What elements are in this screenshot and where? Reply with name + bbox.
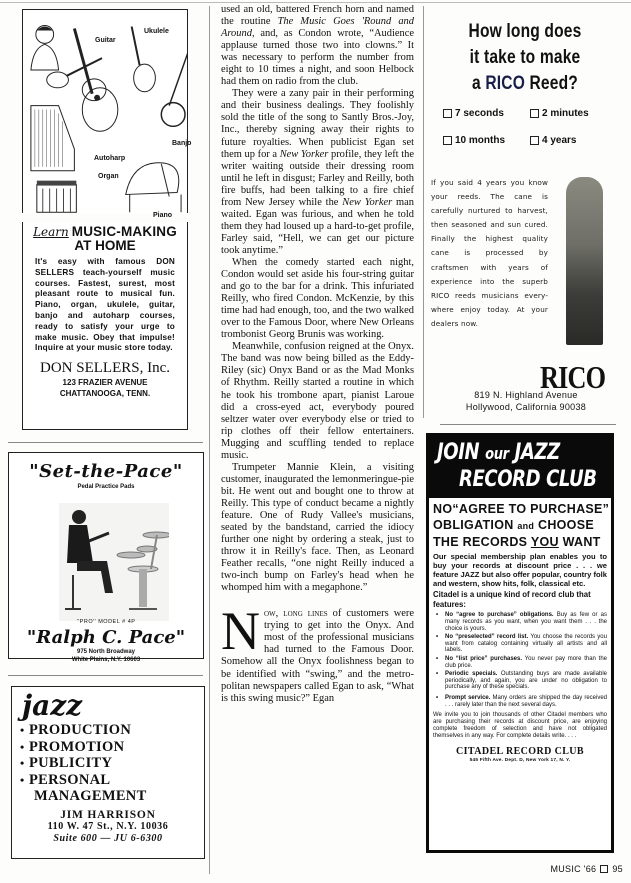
feature-item: • Periodic specials. Outstanding buys are made available periodically, and again, you are under no obligation to purchase any of these specials. [433, 671, 607, 691]
page-top-rule [0, 2, 631, 3]
pace-address-line1: 975 North Broadway [76, 649, 136, 655]
divider [440, 424, 616, 425]
checkbox-icon[interactable] [443, 136, 452, 145]
article-paragraph: When the comedy started each night, Condon would set aside his four-string guitar and go to the bar for a drink. This infuriated Reilly, who fired Condon. McKenzie, by this time had had enough, too, and the two walked over to the Famous Door, where New Orleans trombonist Georg Brunis was working. [221, 256, 414, 341]
pace-model: ''PRO'' MODEL # 4P [76, 619, 136, 625]
label-banjo: Banjo [172, 140, 192, 147]
article-paragraph: They were a zany pair in their performing and their business dealings. They foolishly sold the title of the song to Santly Bros.-Joy, Inc., thereby signing away their rights to future royalties. When publicist Egan set them up for a New Yorker profile, they left the writer waiting outside their dressing room until he left in disgust; Farley and Reilly, both fire buffs, had been talking to a fire chief from New Jersey while the New Yorker man waited. Egan was furious, and when he told them they had loused up a hard-to-get profile, Farley said, “Hell, we can get our picture took anytime.” [221, 88, 414, 256]
citadel-intro2: Citadel is a unique kind of record club that features: [433, 590, 591, 609]
label-organ: Organ [98, 173, 119, 180]
square-box-icon [600, 865, 608, 873]
pace-address-line2: White Plains, N.Y. 10603 [71, 656, 141, 663]
service-item: • PRODUCTION [20, 722, 132, 738]
sellers-company: DON SELLERS, Inc. [40, 360, 170, 377]
option-4-years[interactable]: 4 years [530, 135, 576, 146]
services-list [20, 722, 204, 805]
headline-line1: MUSIC-MAKING [71, 224, 177, 239]
rico-body: If you said 4 years you know your reeds. The cane is carefully nurtured to harvest, then seasoned and sun cured. Finally the highest quality cane is processed by craftsmen with years of experience into the superb RICO reeds musicians everywhere enjoy today. At your dealers now. [431, 178, 548, 328]
service-item: • PERSONAL MANAGEMENT [20, 771, 147, 804]
article-section-start: Now, long lines of customers were trying to get into the Onyx. And most of the professional musicians had turned to the Famous Door. Somehow all the Onyx foolishness began to be identified with “swing,” and the metropolitan newspapers called Egan to ask, “What is this swing music?” Egan [221, 601, 414, 704]
article-paragraph: used an old, battered French horn and named the routine The Music Goes 'Round and Around, and, as Condon wrote, “Audience applause turned those two into clowns.” It was necessary to perform the number from eight to 10 times a night, and soon Helbock had them on radio from the club. [221, 4, 414, 88]
service-item: • PUBLICITY [20, 755, 113, 771]
label-piano: Piano [153, 212, 173, 219]
service-item: • PROMOTION [20, 738, 125, 755]
pace-title: "Set-the-Pace" [29, 461, 183, 482]
option-2-minutes[interactable]: 2 minutes [530, 108, 589, 119]
rico-headline: How long does it take to make a RICO Reed? [468, 21, 582, 94]
sellers-body: It's easy with famous DON SELLERS teach-yourself music courses. Fastest, surest, most pleasant route to musical fun. Piano, organ, ukulele, guitar, banjo and autoharp courses, ready to satisfy your urge to make music. Obey that impulse! Inquire at your music store today. [35, 257, 175, 353]
checkbox-icon[interactable] [530, 109, 539, 118]
citadel-address: 545 Fifth Ave. Dept. D, New York 17, N. Y. [469, 758, 571, 764]
checkbox-icon[interactable] [530, 136, 539, 145]
citadel-name: CITADEL RECORD CLUB [456, 746, 584, 758]
citadel-intro: Our special membership plan enables you to buy your records at discount price . . . we feature JAZZ but also offer popular, country folk and western, show hits, folk, classical etc. [433, 552, 607, 588]
page-number: 95 [612, 864, 623, 874]
label-ukulele: Ukulele [144, 28, 169, 35]
harrison-name: JIM HARRISON [60, 808, 156, 821]
label-guitar: Guitar [95, 37, 116, 44]
feature-item: • No “list price” purchases. You never pay more than the club price. [433, 656, 607, 670]
divider [8, 442, 203, 443]
column-rule-left [209, 6, 210, 874]
reed-photo [566, 177, 603, 345]
divider [8, 675, 203, 676]
harrison-ad [11, 686, 205, 859]
pace-name: "Ralph C. Pace" [26, 627, 186, 648]
headline-script: Learn [33, 225, 69, 239]
feature-item: • Prompt service. Many orders are shipped the day received . . . rarely later than the next several days. [433, 695, 607, 709]
sellers-headline [23, 224, 187, 239]
sellers-ad-text [22, 222, 188, 430]
headline-line2: AT HOME [74, 238, 136, 253]
jazz-title: jazz [22, 689, 83, 722]
harrison-address: 110 W. 47 St., N.Y. 10036 [47, 820, 169, 832]
checkbox-icon[interactable] [443, 109, 452, 118]
sellers-address-line1: 123 FRAZIER AVENUE [62, 378, 148, 388]
pace-ad [8, 452, 204, 663]
pace-subtitle: Pedal Practice Pads [77, 484, 135, 490]
label-autoharp: Autoharp [94, 155, 126, 162]
citadel-banner: JOIN our JAZZ RECORD CLUB [429, 436, 611, 498]
sellers-ad-illustration [22, 9, 192, 219]
article-paragraph: Trumpeter Mannie Klein, a visiting customer, inaugurated the lemonmeringue-pie bit. He went out and bought one to throw at Reilly. This type of conduct became a nightly feature. One of Rudy Vallee's musicians, seated by the bandstand, carried the idiocy further one night by ordering a steak, just to throw it in Reilly's face. Then, as Leonard Feather recalls, “one night Reilly induced a two-inch bump on Farley's head when he whomped him with a megaphone.” [221, 461, 414, 594]
citadel-features [429, 609, 611, 709]
page-footer [550, 864, 623, 874]
citadel-closing: We invite you to join thousands of other Citadel members who are purchasing their records at discount price, are enjoying complete freedom of selection and have not obligated themselves in any way. For complete details write. . . . [433, 712, 607, 740]
option-10-months[interactable]: 10 months [443, 135, 505, 146]
citadel-headline: NO“AGREE TO PURCHASE” OBLIGATION and CHOOSE THE RECORDS YOU WANT [433, 502, 610, 549]
rico-address: 819 N. Highland Avenue Hollywood, California 90038 [465, 390, 587, 412]
article-column [221, 4, 414, 705]
column-rule-right [423, 6, 424, 418]
harrison-suite: Suite 600 — JU 6-6300 [53, 832, 163, 844]
drummer-photo [59, 503, 169, 621]
publication-name: MUSIC '66 [550, 864, 597, 874]
feature-item: • No “preselected” record list. You choose the records you want from catalog containing virtually all artists and all labels. [433, 634, 607, 654]
sellers-address-line2: CHATTANOOGA, TENN. [59, 389, 151, 399]
feature-item: • No “agree to purchase” obligations. Buy as few or as many records as you want, when you want them . . . the choice is yours. [433, 612, 607, 632]
citadel-ad [426, 433, 614, 853]
rico-logo: RICO [540, 359, 606, 395]
pace-address [9, 649, 203, 664]
drop-cap: N [221, 601, 260, 662]
article-paragraph: Meanwhile, confusion reigned at the Onyx. The band was now being billed as the Eddy-Riley (sic) Onyx Band or as the Mad Monks of Rhythm. Reilly started a routine in which he took his trombone apart, pianist Laroue did a cross-eyed act, everybody poured seltzer water over everybody else or tried to rip clothes off their fellow entertainers. Mugging and scuffling tended to replace music. [221, 341, 414, 461]
option-7-seconds[interactable]: 7 seconds [443, 108, 504, 119]
